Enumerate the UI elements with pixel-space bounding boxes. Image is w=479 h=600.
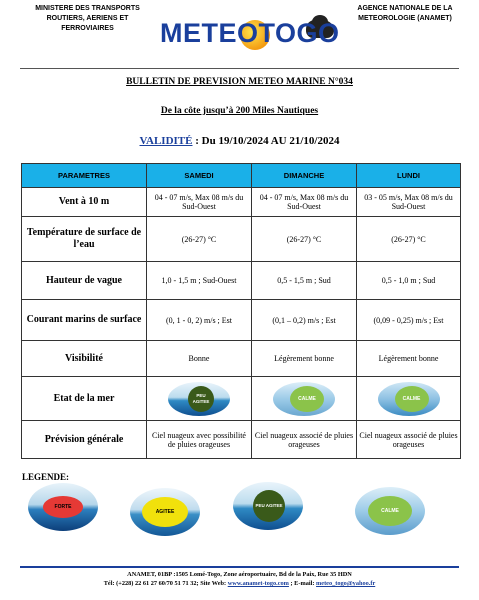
sea-state-image bbox=[378, 382, 440, 416]
sea-state-image bbox=[273, 382, 335, 416]
param-label: Température de surface de l’eau bbox=[22, 217, 147, 262]
bulletin-title: BULLETIN DE PREVISION METEO MARINE N°034 bbox=[126, 77, 353, 87]
table-row-currents bbox=[22, 300, 461, 341]
param-label: Etat de la mer bbox=[22, 377, 147, 421]
table-cell: Ciel nuageux associé de pluies orageuses bbox=[357, 421, 461, 459]
table-cell: (0, 1 - 0, 2) m/s ; Est bbox=[147, 300, 252, 341]
agency-line-1: AGENCE NATIONALE DE LA bbox=[357, 5, 453, 12]
table-row-general-forecast bbox=[22, 421, 461, 459]
table-cell: Légèrement bonne bbox=[252, 341, 357, 377]
footer-email-label: ; E-mail: bbox=[288, 580, 317, 587]
forecast-table bbox=[21, 163, 461, 459]
sea-state-image bbox=[168, 382, 230, 416]
table-row-visibility bbox=[22, 341, 461, 377]
legend-label: PEU AGITEE bbox=[253, 490, 285, 522]
header-divider bbox=[20, 68, 459, 69]
table-cell: 03 - 05 m/s, Max 08 m/s du Sud-Ouest bbox=[357, 188, 461, 217]
header-dimanche: DIMANCHE bbox=[252, 164, 357, 188]
validity-label: VALIDITÉ bbox=[139, 135, 193, 147]
header-lundi: LUNDI bbox=[357, 164, 461, 188]
email-link[interactable]: meteo_togo@yahoo.fr bbox=[316, 580, 376, 587]
table-cell: 0,5 - 1,0 m ; Sud bbox=[357, 262, 461, 300]
footer-address: ANAMET, 01BP :1505 Lomé-Togo, Zone aéroportuaire, Bd de la Paix, Rue 35 HDN bbox=[127, 571, 352, 578]
meteo-togo-logo bbox=[160, 12, 340, 60]
legend-label: CALME bbox=[368, 496, 412, 526]
table-header-row bbox=[22, 164, 461, 188]
header-samedi: SAMEDI bbox=[147, 164, 252, 188]
sea-state-badge: CALME bbox=[290, 386, 324, 412]
param-label: Vent à 10 m bbox=[22, 188, 147, 217]
param-label: Prévision générale bbox=[22, 421, 147, 459]
ministry-header bbox=[20, 4, 155, 34]
legend-title: LEGENDE: bbox=[22, 472, 70, 482]
legend-label: AGITEE bbox=[142, 497, 188, 527]
table-row-wave-height bbox=[22, 262, 461, 300]
table-row-temperature bbox=[22, 217, 461, 262]
legend-item-forte bbox=[28, 483, 98, 531]
table-cell: (26-27) °C bbox=[252, 217, 357, 262]
agency-line-2: METEOROLOGIE (ANAMET) bbox=[358, 15, 452, 22]
table-cell: 04 - 07 m/s, Max 08 m/s du Sud-Ouest bbox=[147, 188, 252, 217]
table-cell: (0,1 – 0,2) m/s ; Est bbox=[252, 300, 357, 341]
table-cell bbox=[357, 377, 461, 421]
legend-item-agitee bbox=[130, 488, 200, 536]
footer-divider bbox=[20, 566, 459, 568]
agency-header bbox=[345, 4, 465, 24]
header-parametres: PARAMETRES bbox=[22, 164, 147, 188]
table-cell: (0,09 - 0,25) m/s ; Est bbox=[357, 300, 461, 341]
param-label: Hauteur de vague bbox=[22, 262, 147, 300]
logo-text: METEOTOGO bbox=[160, 18, 340, 48]
table-row-sea-state bbox=[22, 377, 461, 421]
ministry-line-2: ROUTIERS, AERIENS ET FERROVIAIRES bbox=[46, 15, 129, 32]
table-cell bbox=[252, 377, 357, 421]
sea-state-badge: PEU AGITEE bbox=[188, 386, 214, 412]
sea-state-badge: CALME bbox=[395, 386, 429, 412]
table-cell: (26-27) °C bbox=[147, 217, 252, 262]
bulletin-subtitle: De la côte jusqu’à 200 Miles Nautiques bbox=[160, 106, 319, 116]
legend-item-calme bbox=[355, 487, 425, 535]
legend-label: FORTE bbox=[43, 496, 83, 518]
table-row-wind bbox=[22, 188, 461, 217]
table-cell: 0,5 - 1,5 m ; Sud bbox=[252, 262, 357, 300]
table-cell: 1,0 - 1,5 m ; Sud-Ouest bbox=[147, 262, 252, 300]
table-cell: Bonne bbox=[147, 341, 252, 377]
table-cell bbox=[147, 377, 252, 421]
param-label: Courant marins de surface bbox=[22, 300, 147, 341]
table-cell: Légèrement bonne bbox=[357, 341, 461, 377]
legend-item-peu-agitee bbox=[233, 482, 303, 530]
footer-phone: Tél: (+228) 22 61 27 60/70 51 71 32; Site Web: bbox=[103, 580, 228, 587]
validity-line bbox=[0, 135, 479, 147]
ministry-line-1: MINISTERE DES TRANSPORTS bbox=[35, 5, 140, 12]
table-cell: Ciel nuageux avec possibilité de pluies orageuses bbox=[147, 421, 252, 459]
validity-dates: : Du 19/10/2024 AU 21/10/2024 bbox=[192, 135, 340, 147]
table-cell: (26-27) °C bbox=[357, 217, 461, 262]
table-cell: 04 - 07 m/s, Max 08 m/s du Sud-Ouest bbox=[252, 188, 357, 217]
footer-contact bbox=[0, 580, 479, 587]
website-link[interactable]: www.anamet-togo.com bbox=[227, 580, 289, 587]
table-cell: Ciel nuageux associé de pluies orageuses bbox=[252, 421, 357, 459]
param-label: Visibilité bbox=[22, 341, 147, 377]
